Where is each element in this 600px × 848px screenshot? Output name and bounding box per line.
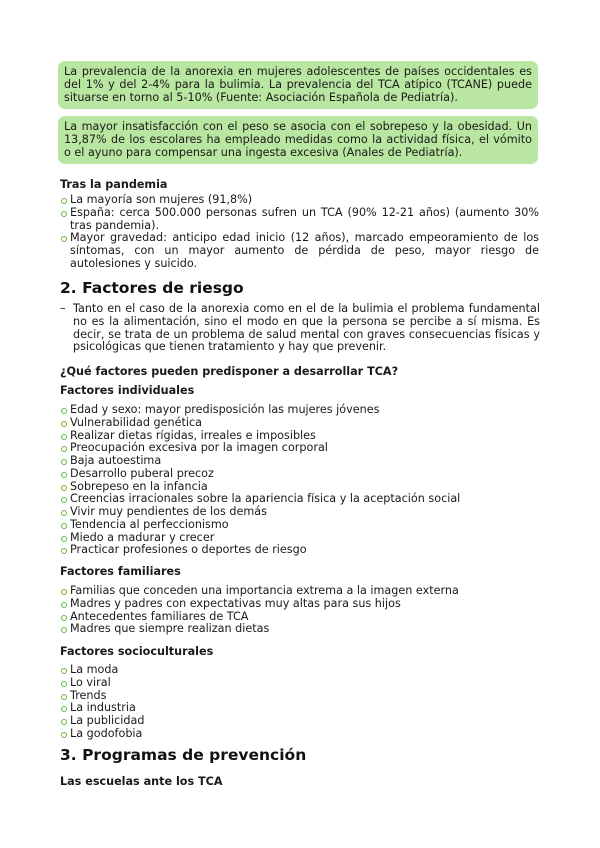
list-item: La mayoría son mujeres (91,8%) — [60, 194, 539, 207]
familiares-heading: Factores familiares — [60, 565, 181, 578]
list-item: Trends — [60, 690, 539, 703]
list-item: Preocupación excesiva por la imagen corporal — [60, 442, 539, 455]
section-title-factores-riesgo: 2. Factores de riesgo — [60, 279, 244, 297]
pandemia-heading: Tras la pandemia — [60, 178, 168, 191]
individuales-heading: Factores individuales — [60, 384, 195, 397]
list-item: España: cerca 500.000 personas sufren un TCA (90% 12-21 años) (aumento 30% tras pandemia). — [60, 207, 539, 233]
intro-text: Tanto en el caso de la anorexia como en el de la bulimia el problema fundamental no es la alimentación, sino el modo en que la persona se percibe a sí misma. Es decir, se trata de un problema de salud mental con graves consecuencias físicas y psicológicas que tienen tratamiento y hay que prevenir. — [73, 302, 540, 354]
list-item: Lo viral — [60, 677, 539, 690]
list-item: Creencias irracionales sobre la apariencia física y la aceptación social — [60, 493, 539, 506]
info-box-prevalence — [58, 61, 538, 109]
list-item: Familias que conceden una importancia extrema a la imagen externa — [60, 585, 539, 598]
list-item: Vulnerabilidad genética — [60, 417, 539, 430]
section-title-programas-prevencion: 3. Programas de prevención — [60, 746, 307, 764]
list-item: La publicidad — [60, 715, 539, 728]
list-item: Edad y sexo: mayor predisposición las mujeres jóvenes — [60, 404, 539, 417]
familiares-list — [60, 585, 539, 636]
list-item: La godofobia — [60, 728, 539, 741]
list-item: Antecedentes familiares de TCA — [60, 611, 539, 624]
socioculturales-heading: Factores socioculturales — [60, 645, 214, 658]
list-item: Miedo a madurar y crecer — [60, 532, 539, 545]
list-item: Baja autoestima — [60, 455, 539, 468]
socioculturales-list — [60, 664, 539, 741]
dash-bullet: – — [60, 302, 66, 315]
list-item: Mayor gravedad: anticipo edad inicio (12 años), marcado empeoramiento de los síntomas, con un mayor aumento de pérdida de peso, mayor riesgo de autolesiones y suicido. — [60, 232, 539, 270]
factores-intro-paragraph — [60, 303, 540, 354]
list-item: La moda — [60, 664, 539, 677]
list-item: Realizar dietas rígidas, irreales e imposibles — [60, 430, 539, 443]
list-item: Practicar profesiones o deportes de riesgo — [60, 544, 539, 557]
individuales-list — [60, 404, 539, 557]
list-item: Tendencia al perfeccionismo — [60, 519, 539, 532]
escuelas-heading: Las escuelas ante los TCA — [60, 775, 223, 788]
info-box-text: La mayor insatisfacción con el peso se asocia con el sobrepeso y la obesidad. Un 13,87% de los escolares ha empleado medidas como la actividad física, el vómito o el ayuno para compensar una ingesta excesiva (Anales de Pediatría). — [64, 120, 532, 159]
pandemia-list — [60, 194, 539, 271]
list-item: La industria — [60, 702, 539, 715]
list-item: Vivir muy pendientes de los demás — [60, 506, 539, 519]
list-item: Madres y padres con expectativas muy altas para sus hijos — [60, 598, 539, 611]
list-item: Desarrollo puberal precoz — [60, 468, 539, 481]
list-item: Madres que siempre realizan dietas — [60, 623, 539, 636]
question-heading: ¿Qué factores pueden predisponer a desarrollar TCA? — [60, 365, 399, 378]
list-item: Sobrepeso en la infancia — [60, 481, 539, 494]
info-box-insatisfaction — [58, 116, 538, 164]
info-box-text: La prevalencia de la anorexia en mujeres adolescentes de países occidentales es del 1% y del 2-4% para la bulimia. La prevalencia del TCA atípico (TCANE) puede situarse en torno al 5-10% (Fuente: Asociación Española de Pediatría). — [64, 65, 532, 104]
